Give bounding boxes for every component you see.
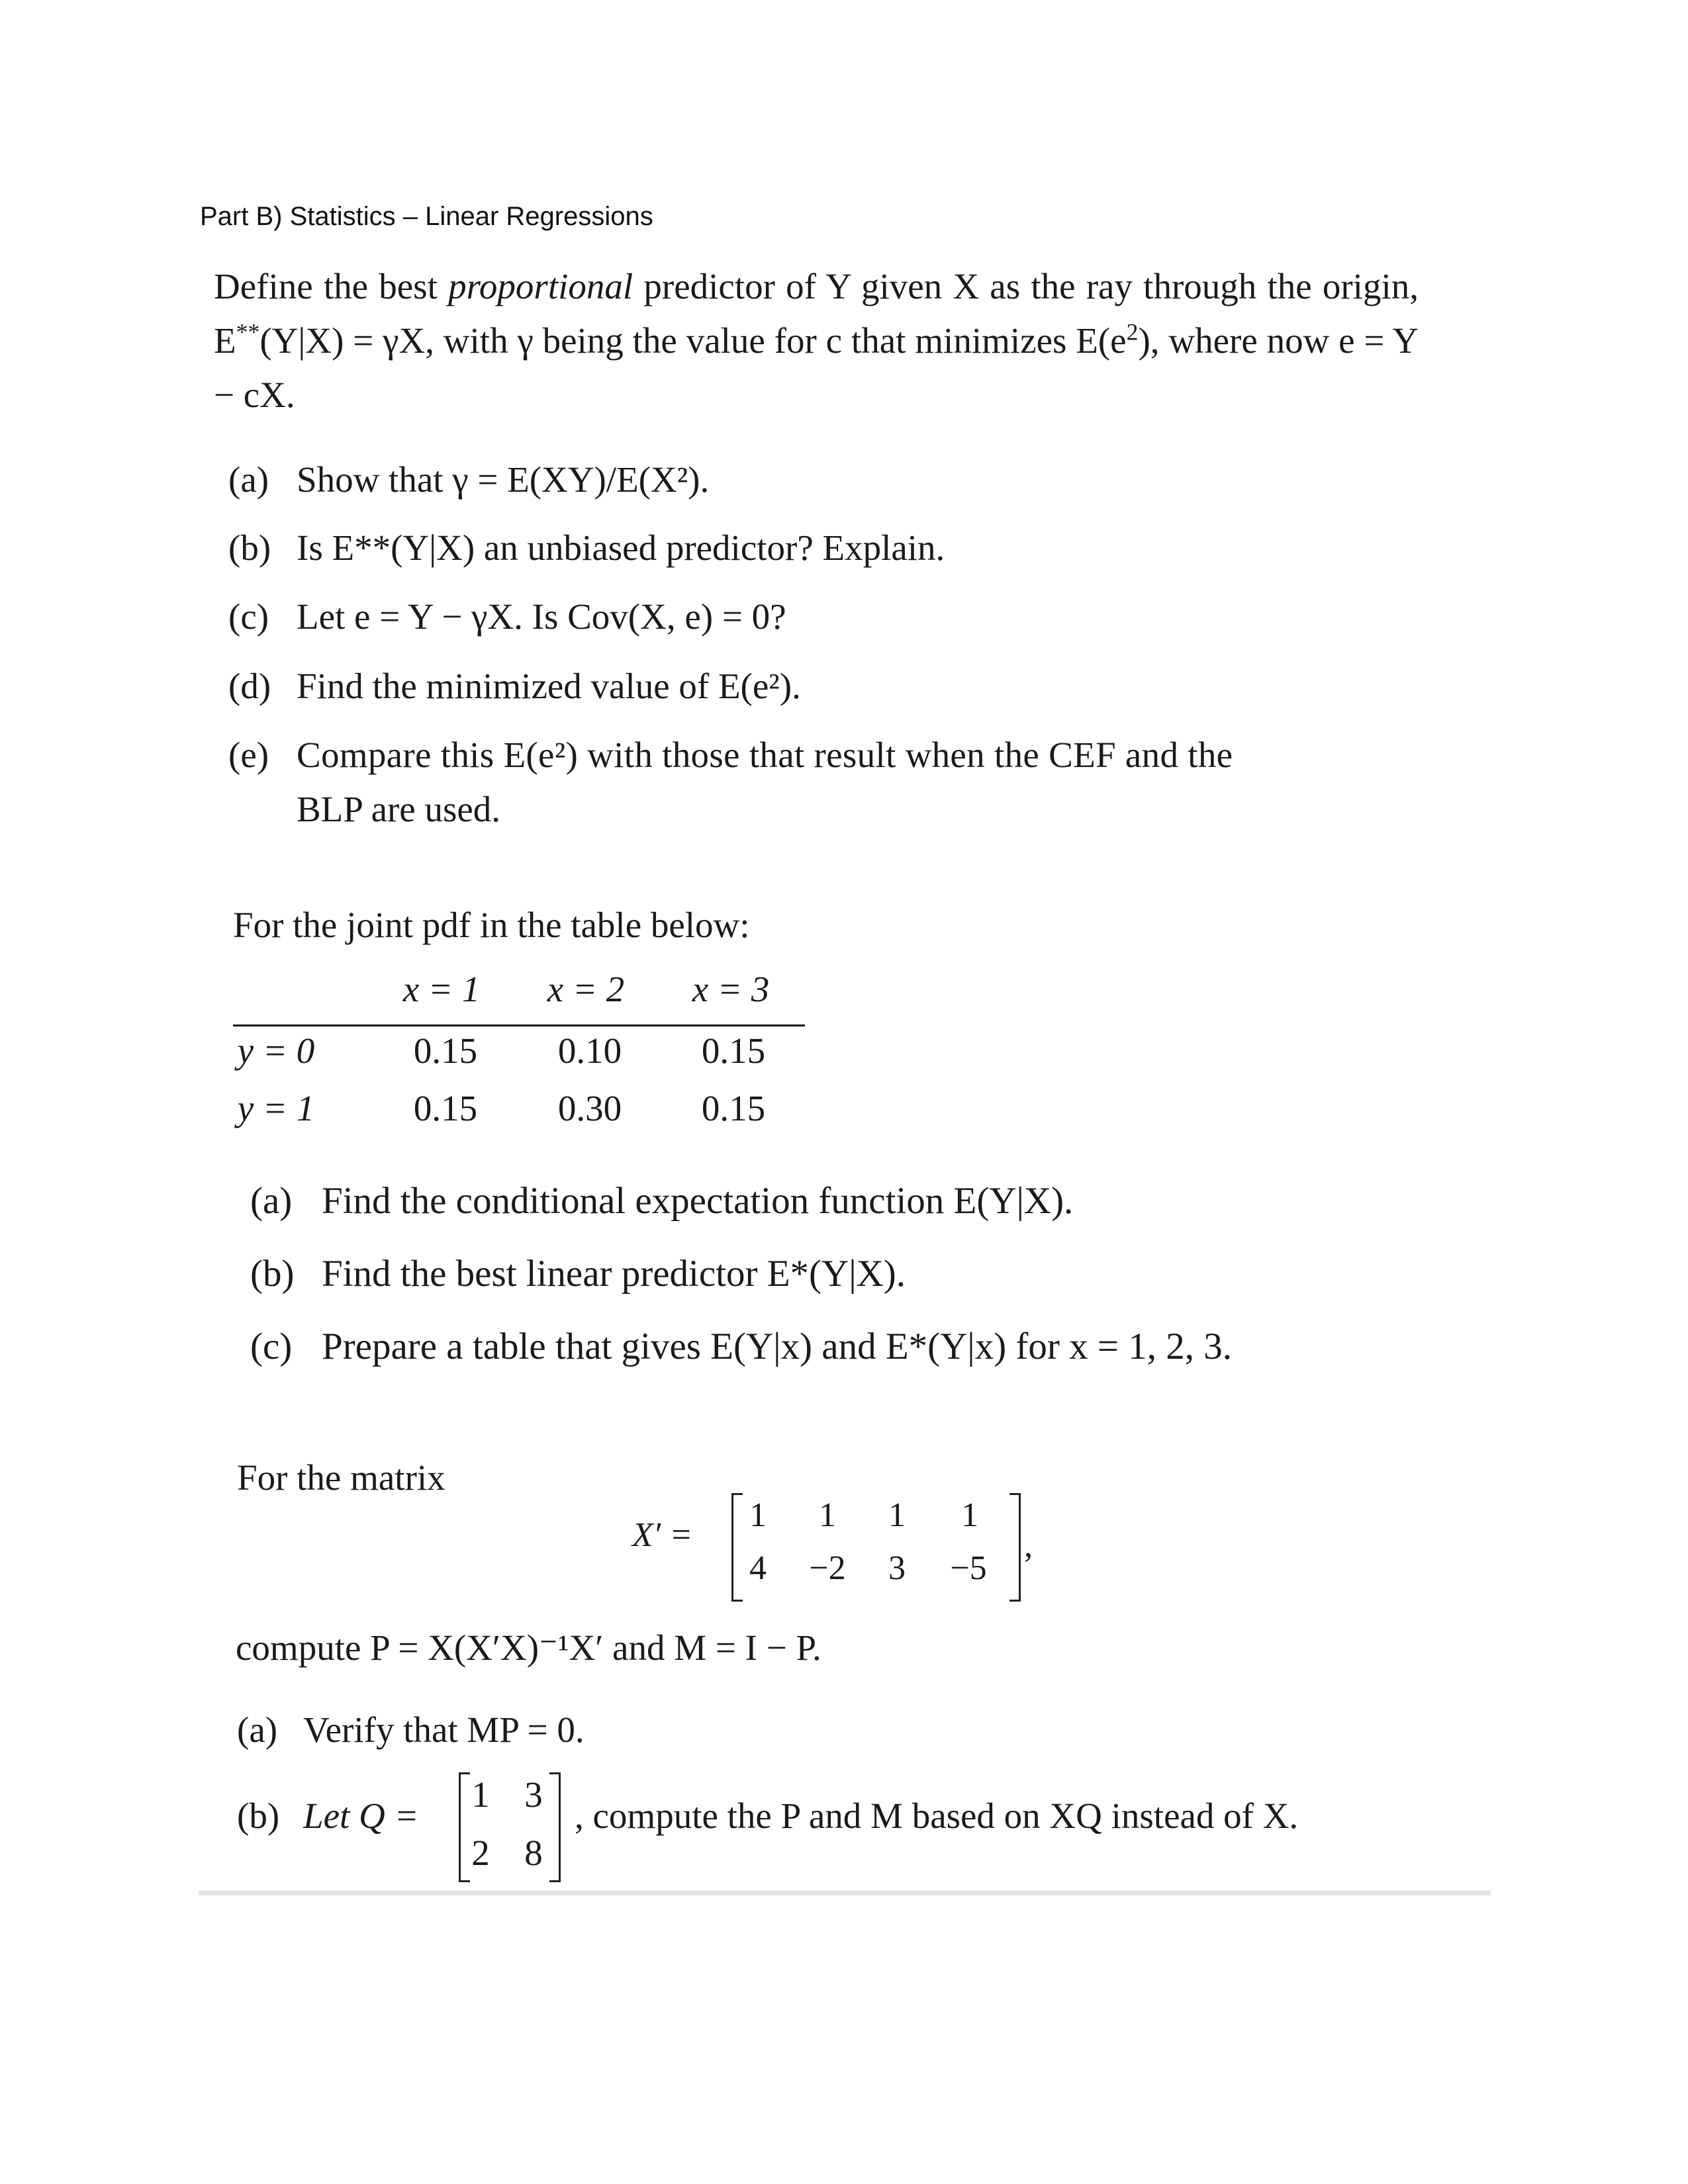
intro-text-2: predictor of Y given X as the ray through the origin, E [214,266,1419,361]
table-cell: 0.15 [701,1088,766,1128]
intro-emphasis: proportional [448,266,633,306]
matrix-cell: −5 [950,1549,987,1587]
problem2-heading: For the joint pdf in the table below: [233,905,750,945]
table-col-header: x = 2 [547,969,625,1009]
q-matrix-cell: 1 [471,1774,490,1815]
item-text-line1: Compare this E(e²) with those that result when the CEF and the [297,735,1233,775]
problem3-heading: For the matrix [237,1457,445,1498]
matrix-cell: 1 [819,1496,836,1534]
intro-text-1: Define the best [214,266,449,306]
item-label: (e) [228,735,269,775]
item-prefix: Let Q = [303,1796,419,1836]
q-matrix-cell: 8 [524,1833,543,1873]
section-divider [199,1891,1491,1895]
intro-text-4: ), where now e = Y − cX. [214,320,1419,415]
item-text: Prepare a table that gives E(Y|x) and E*(Y|x) for x = 1, 2, 3. [322,1326,1233,1367]
item-suffix: , compute the P and M based on XQ instead of X. [575,1796,1299,1836]
intro-superscript-2: 2 [1126,318,1139,345]
table-header-rule [233,1024,805,1026]
matrix-right-bracket [1009,1493,1021,1602]
matrix-cell: 1 [749,1496,767,1534]
page-title: Part B) Statistics – Linear Regressions [200,202,653,231]
item-text: Find the minimized value of E(e²). [297,666,801,706]
item-text-line2: BLP are used. [297,789,501,829]
table-cell: 0.15 [413,1030,478,1071]
matrix-cell: 4 [749,1549,767,1587]
item-label: (d) [228,666,271,706]
item-label: (a) [228,459,269,500]
item-label: (a) [250,1180,293,1222]
matrix-cell: 1 [888,1496,906,1534]
item-text: Find the conditional expectation function E(Y|X). [322,1180,1074,1222]
item-label: (a) [237,1709,278,1750]
q-matrix-right-bracket [549,1772,561,1882]
problem3-compute: compute P = X(X′X)⁻¹X′ and M = I − P. [236,1627,821,1668]
table-row-label: y = 0 [237,1030,315,1071]
matrix-cell: 3 [888,1549,906,1587]
intro-superscript-1: ** [236,318,260,345]
item-label: (b) [228,527,271,568]
table-row-label: y = 1 [237,1088,315,1128]
item-text: Verify that MP = 0. [303,1709,585,1750]
matrix-cell: −2 [809,1549,846,1587]
item-text: Show that γ = E(XY)/E(X²). [297,459,710,500]
item-text: Is E**(Y|X) an unbiased predictor? Explain. [297,527,945,568]
table-col-header: x = 3 [692,969,770,1009]
item-label: (c) [250,1326,293,1367]
table-cell: 0.15 [701,1030,766,1071]
matrix-cell: 1 [961,1496,978,1534]
table-cell: 0.10 [557,1030,622,1071]
q-matrix-cell: 2 [471,1833,490,1873]
intro-text-3: (Y|X) = γX, with γ being the value for c that minimizes E(e [259,320,1127,361]
q-matrix-cell: 3 [524,1774,543,1815]
table-cell: 0.30 [557,1088,622,1128]
item-label: (b) [237,1796,280,1836]
problem3-item-b [237,1767,1495,1886]
table-col-header: x = 1 [402,969,481,1009]
table-cell: 0.15 [413,1088,478,1128]
item-label: (c) [228,596,269,637]
matrix-trailer: , [1024,1527,1033,1565]
problem1-intro [214,259,1419,422]
item-text: Let e = Y − γX. Is Cov(X, e) = 0? [297,596,786,637]
item-label: (b) [250,1253,295,1295]
matrix-label: X′ = [632,1516,693,1554]
item-text: Find the best linear predictor E*(Y|X). [322,1253,906,1295]
